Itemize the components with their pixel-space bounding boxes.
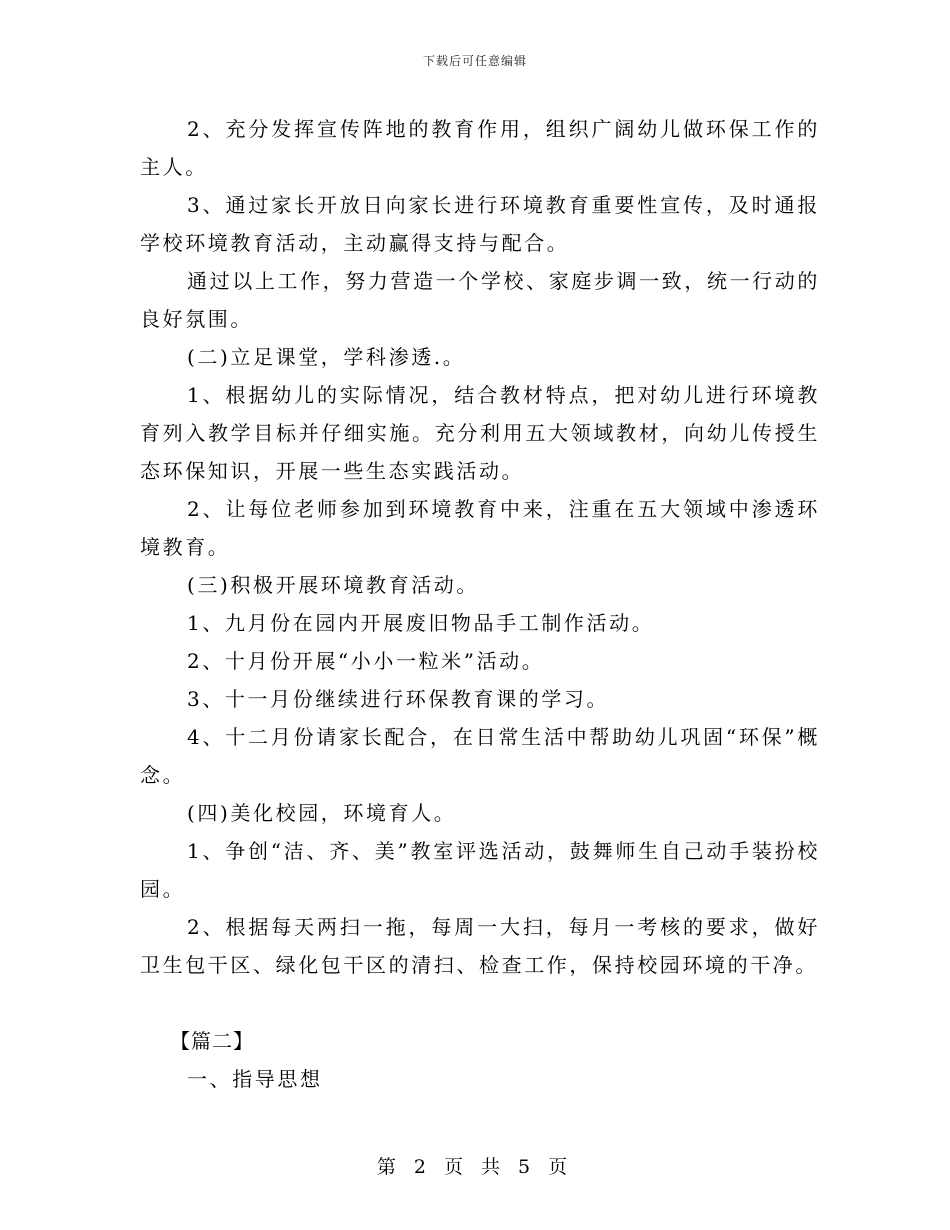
paragraph: 3、十一月份继续进行环保教育课的学习。 xyxy=(187,687,610,711)
paragraph: 1、九月份在园内开展废旧物品手工制作活动。 xyxy=(187,611,655,635)
blank-line xyxy=(140,984,820,1022)
document-body xyxy=(140,110,820,1098)
paragraph-heading: (四)美化校园，环境育人。 xyxy=(187,801,457,825)
paragraph-heading: (三)积极开展环境教育活动。 xyxy=(187,573,480,597)
paragraph: 2、根据每天两扫一拖，每周一大扫，每月一考核的要求，做好卫生包干区、绿化包干区的清扫、检查工作，保持校园环境的干净。 xyxy=(140,915,820,977)
paragraph: 2、让每位老师参加到环境教育中来，注重在五大领域中渗透环境教育。 xyxy=(140,497,820,559)
paragraph: 4、十二月份请家长配合，在日常生活中帮助幼儿巩固“环保”概念。 xyxy=(140,725,820,787)
paragraph: 2、充分发挥宣传阵地的教育作用，组织广阔幼儿做环保工作的主人。 xyxy=(140,117,820,179)
section-title: 【篇二】 xyxy=(170,1029,254,1053)
paragraph: 3、通过家长开放日向家长进行环境教育重要性宣传，及时通报学校环境教育活动，主动赢得支持与配合。 xyxy=(140,193,820,255)
paragraph: 通过以上工作，努力营造一个学校、家庭步调一致，统一行动的良好氛围。 xyxy=(140,269,820,331)
page-number-footer: 第 2 页 共 5 页 xyxy=(376,1156,574,1178)
paragraph: 2、十月份开展“小小一粒米”活动。 xyxy=(187,649,545,673)
subsection-heading: 一、指导思想 xyxy=(187,1067,323,1091)
page-header-note: 下载后可任意编辑 xyxy=(422,54,527,68)
paragraph: 1、根据幼儿的实际情况，结合教材特点，把对幼儿进行环境教育列入教学目标并仔细实施。充分利用五大领域教材，向幼儿传授生态环保知识，开展一些生态实践活动。 xyxy=(140,383,820,483)
paragraph-heading: (二)立足课堂，学科渗透.。 xyxy=(187,345,466,369)
paragraph: 1、争创“洁、齐、美”教室评选活动，鼓舞师生自己动手装扮校园。 xyxy=(140,839,820,901)
